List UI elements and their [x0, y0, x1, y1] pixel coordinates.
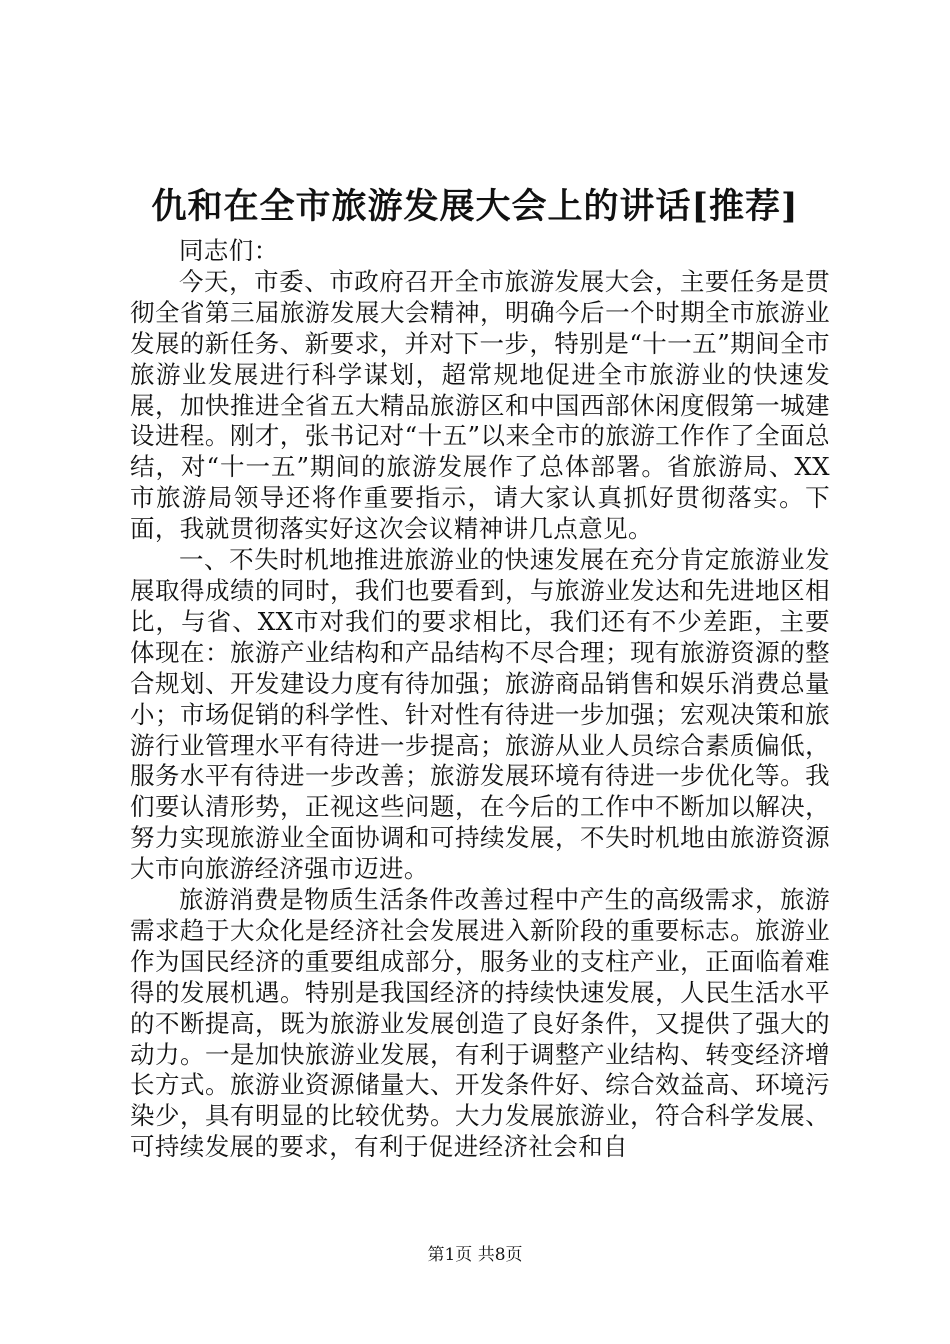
- document-body: [130, 236, 830, 1163]
- document-title: 仇和在全市旅游发展大会上的讲话[推荐]: [151, 186, 799, 227]
- paragraph-introduction: 今天，市委、市政府召开全市旅游发展大会，主要任务是贯彻全省第三届旅游发展大会精神，明确今后一个时期全市旅游业发展的新任务、新要求，并对下一步，特别是“十一五”期间全市旅游业发展进行科学谋划，超常规地促进全市旅游业的快速发展，加快推进全省五大精品旅游区和中国西部休闲度假第一城建设进程。刚才，张书记对“十五”以来全市的旅游工作作了全面总结，对“十一五”期间的旅游发展作了总体部署。省旅游局、XX市旅游局领导还将作重要指示，请大家认真抓好贯彻落实。下面，我就贯彻落实好这次会议精神讲几点意见。: [130, 266, 830, 544]
- paragraph-section-one: 一、不失时机地推进旅游业的快速发展在充分肯定旅游业发展取得成绩的同时，我们也要看到，与旅游业发达和先进地区相比，与省、XX市对我们的要求相比，我们还有不少差距，主要体现在：旅游产业结构和产品结构不尽合理；现有旅游资源的整合规划、开发建设力度有待加强；旅游商品销售和娱乐消费总量小；市场促销的科学性、针对性有待进一步加强；宏观决策和旅游行业管理水平有待进一步提高；旅游从业人员综合素质偏低，服务水平有待进一步改善；旅游发展环境有待进一步优化等。我们要认清形势，正视这些问题，在今后的工作中不断加以解决，努力实现旅游业全面协调和可持续发展，不失时机地由旅游资源大市向旅游经济强市迈进。: [130, 545, 830, 884]
- paragraph-tourism-consumption: 旅游消费是物质生活条件改善过程中产生的高级需求，旅游需求趋于大众化是经济社会发展进入新阶段的重要标志。旅游业作为国民经济的重要组成部分，服务业的支柱产业，正面临着难得的发展机遇。特别是我国经济的持续快速发展，人民生活水平的不断提高，既为旅游业发展创造了良好条件，又提供了强大的动力。一是加快旅游业发展，有利于调整产业结构、转变经济增长方式。旅游业资源储量大、开发条件好、综合效益高、环境污染少，具有明显的比较优势。大力发展旅游业，符合科学发展、可持续发展的要求，有利于促进经济社会和自: [130, 885, 830, 1162]
- page-number-footer: 第1页 共8页: [427, 1245, 523, 1265]
- paragraph-salutation: 同志们：: [179, 236, 279, 265]
